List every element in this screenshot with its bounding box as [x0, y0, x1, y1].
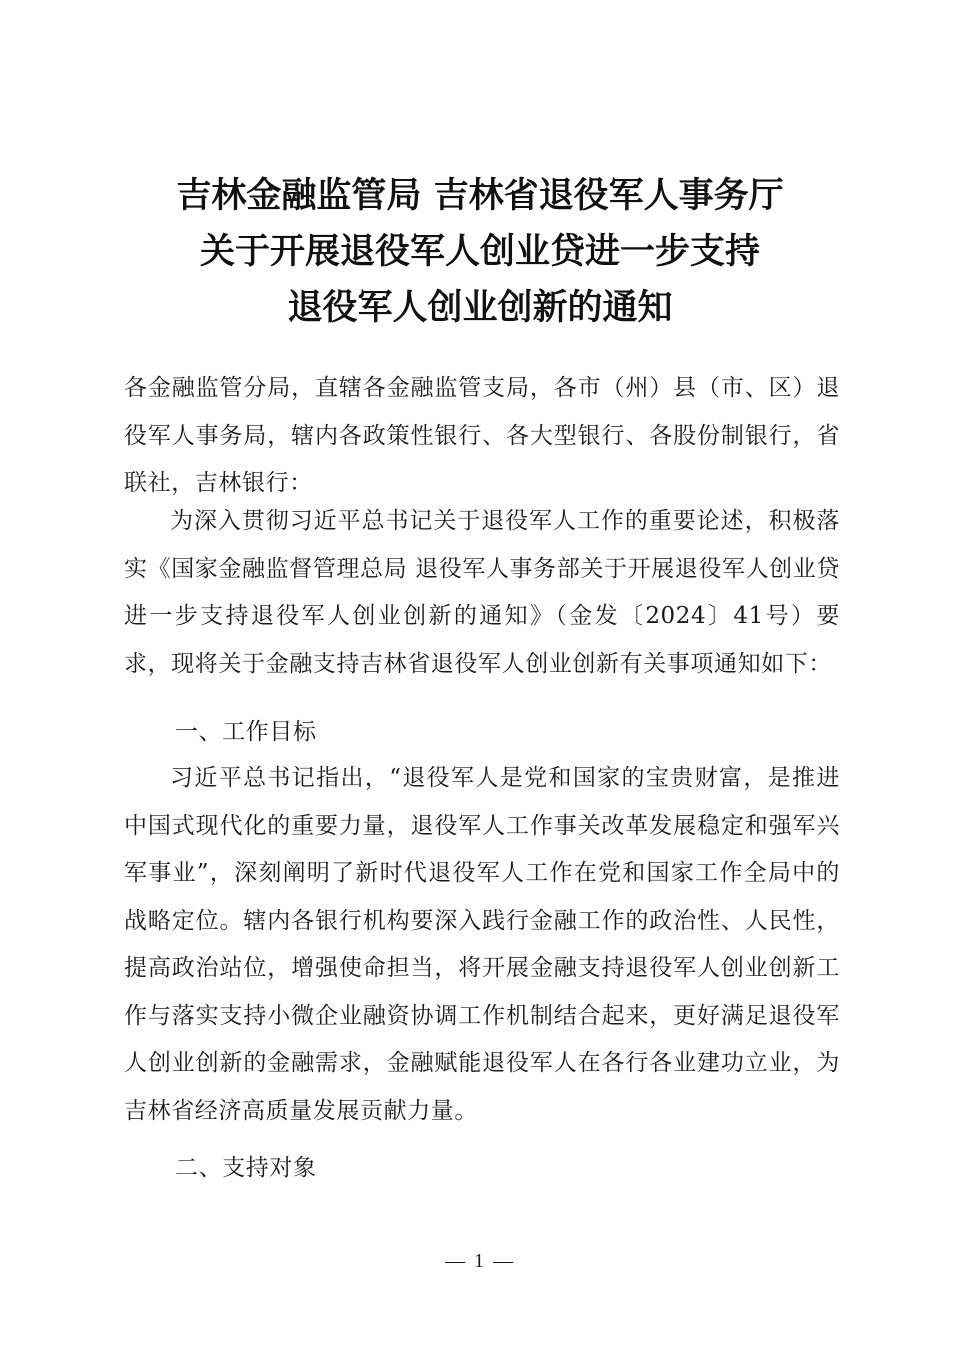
intro-paragraph: 为深入贯彻习近平总书记关于退役军人工作的重要论述，积极落实《国家金融监督管理总局 退役军人事务部关于开展退役军人创业贷进一步支持退役军人创业创新的通知》（金发〔2024〕41号）要求，现将关于金融支持吉林省退役军人创业创新有关事项通知如下： [124, 508, 840, 677]
section2-heading: 二、支持对象 [175, 1155, 317, 1181]
section1-heading: 一、工作目标 [175, 719, 317, 745]
section1-paragraph: 习近平总书记指出，“退役军人是党和国家的宝贵财富，是推进中国式现代化的重要力量，退役军人工作事关改革发展稳定和强军兴军事业”，深刻阐明了新时代退役军人工作在党和国家工作全局中的战略定位。辖内各银行机构要深入践行金融工作的政治性、人民性，提高政治站位，增强使命担当，将开展金融支持退役军人创业创新工作与落实支持小微企业融资协调工作机制结合起来，更好满足退役军人创业创新的金融需求，金融赋能退役军人在各行各业建功立业，为吉林省经济高质量发展贡献力量。 [124, 765, 840, 1124]
document-title [0, 168, 960, 336]
title-line-3: 退役军人创业创新的通知 [287, 288, 673, 328]
page-number: — 1 — [445, 1250, 515, 1272]
title-line-1: 吉林金融监管局 吉林省退役军人事务厅 [176, 176, 784, 216]
title-line-2: 关于开展退役军人创业贷进一步支持 [199, 232, 760, 272]
salutation: 各金融监管分局，直辖各金融监管支局，各市（州）县（市、区）退役军人事务局，辖内各政策性银行、各大型银行、各股份制银行，省联社，吉林银行： [124, 375, 840, 496]
